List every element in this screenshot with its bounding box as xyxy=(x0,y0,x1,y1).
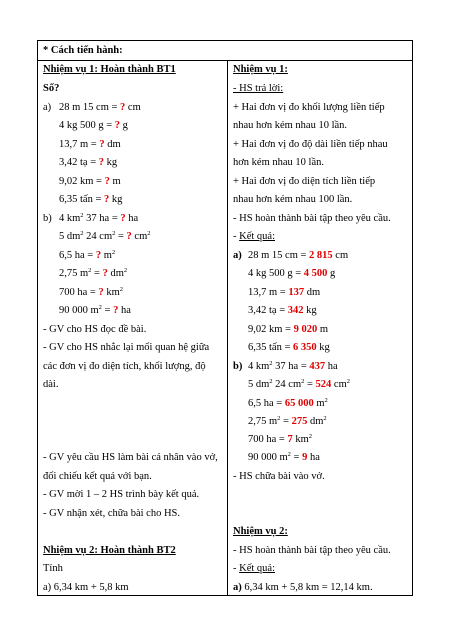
hs-tra-loi: - HS trả lời: xyxy=(233,83,284,94)
header-title: * Cách tiến hành: xyxy=(43,45,123,56)
hs-answer: hơn kém nhau 10 lần. xyxy=(233,157,324,168)
tinh-label: Tính xyxy=(43,563,63,574)
right-a-item: 9,02 km = 9 020 m xyxy=(248,324,329,335)
task2-a: a) 6,34 km + 5,8 km xyxy=(43,582,129,593)
left-a-item: 28 m 15 cm = ? cm xyxy=(59,102,141,113)
table-header-row xyxy=(38,41,412,61)
right-a-item: 28 m 15 cm = 2 815 cm xyxy=(248,250,349,261)
hs-answer: + Hai đơn vị đo diện tích liền tiếp xyxy=(233,176,376,187)
left-a-item: 3,42 tạ = ? kg xyxy=(59,157,118,168)
left-b-item: 700 ha = ? $km^2$ xyxy=(59,286,124,298)
left-b-item: 5 $dm^2$ 24 $cm^2$ = ? $cm^2$ xyxy=(59,230,151,242)
ket-qua-label: - Kết quả: xyxy=(233,231,275,242)
task1-title: Nhiệm vụ 1: Hoàn thành BT1 xyxy=(43,64,176,75)
right-b-item: 4 $km^2$ 37 ha = 437 ha xyxy=(248,360,338,372)
right-task2-a: a) 6,34 km + 5,8 km = 12,14 km. xyxy=(233,582,373,593)
left-a-item: 13,7 m = ? dm xyxy=(59,139,121,150)
hs-answer: nhau hơn kém nhau 10 lần. xyxy=(233,120,348,131)
right-b-item: 700 ha = 7 $km^2$ xyxy=(248,433,313,445)
gv-instruction: - GV mời 1 – 2 HS trình bày kết quả. xyxy=(43,489,200,500)
gv-instruction: - GV cho HS đọc đề bài. xyxy=(43,324,147,335)
hs-answer: + Hai đơn vị đo độ dài liền tiếp nhau xyxy=(233,139,388,150)
gv-instruction: đối chiếu kết quả với bạn. xyxy=(43,471,152,482)
gv-instruction: dài. xyxy=(43,379,59,390)
task2-title: Nhiệm vụ 2: Hoàn thành BT2 xyxy=(43,545,176,556)
right-task2-title: Nhiệm vụ 2: xyxy=(233,526,288,537)
b-prefix: b) xyxy=(43,213,52,224)
left-b-item: 4 $km^2$ 37 ha = ? ha xyxy=(59,212,139,224)
right-a-prefix: a) xyxy=(233,250,242,261)
right-b-prefix: b) xyxy=(233,361,243,372)
gv-instruction: - GV cho HS nhắc lại mối quan hệ giữa xyxy=(43,342,210,353)
left-b-item: 90 000 $m^2$ = ? ha xyxy=(59,304,131,316)
lesson-table xyxy=(37,40,413,596)
right-b-item: 2,75 $m^2 = 275$ $dm^2$ xyxy=(248,415,327,427)
column-divider xyxy=(227,61,228,595)
gv-instruction: - GV nhận xét, chữa bài cho HS. xyxy=(43,508,181,519)
right-a-item: 4 kg 500 g = 4 500 g xyxy=(248,268,336,279)
right-b-item: 90 000 $m^2 = 9$ ha xyxy=(248,451,320,463)
left-b-item: 6,5 ha = ? $m^2$ xyxy=(59,249,116,261)
left-a-item: 9,02 km = ? m xyxy=(59,176,121,187)
right-a-item: 3,42 tạ = 342 kg xyxy=(248,305,317,316)
right-task1-title: Nhiệm vụ 1: xyxy=(233,64,288,75)
hs-answer: - HS hoàn thành bài tập theo yêu cầu. xyxy=(233,545,391,556)
hs-chua-bai: - HS chữa bài vào vở. xyxy=(233,471,325,482)
right-b-item: 6,5 ha = 65 000 $m^2$ xyxy=(248,397,328,409)
so-label: Số? xyxy=(43,83,60,94)
ket-qua-label: - Kết quả: xyxy=(233,563,275,574)
gv-instruction: các đơn vị đo diện tích, khối lượng, độ xyxy=(43,361,206,372)
left-b-item: 2,75 $m^2$ = ? $dm^2$ xyxy=(59,267,128,279)
gv-instruction: - GV yêu cầu HS làm bài cá nhân vào vở, xyxy=(43,452,218,463)
right-a-item: 6,35 tấn = 6 350 kg xyxy=(248,342,330,353)
right-a-item: 13,7 m = 137 dm xyxy=(248,287,321,298)
hs-answer: - HS hoàn thành bài tập theo yêu cầu. xyxy=(233,213,391,224)
hs-answer: + Hai đơn vị đo khối lượng liền tiếp xyxy=(233,102,385,113)
left-a-item: 4 kg 500 g = ? g xyxy=(59,120,128,131)
a-prefix: a) xyxy=(43,102,52,113)
right-b-item: 5 $dm^2$ 24 $cm^2 = 524$ $cm^2$ xyxy=(248,378,350,390)
hs-answer: nhau hơn kém nhau 100 lần. xyxy=(233,194,353,205)
left-a-item: 6,35 tấn = ? kg xyxy=(59,194,123,205)
